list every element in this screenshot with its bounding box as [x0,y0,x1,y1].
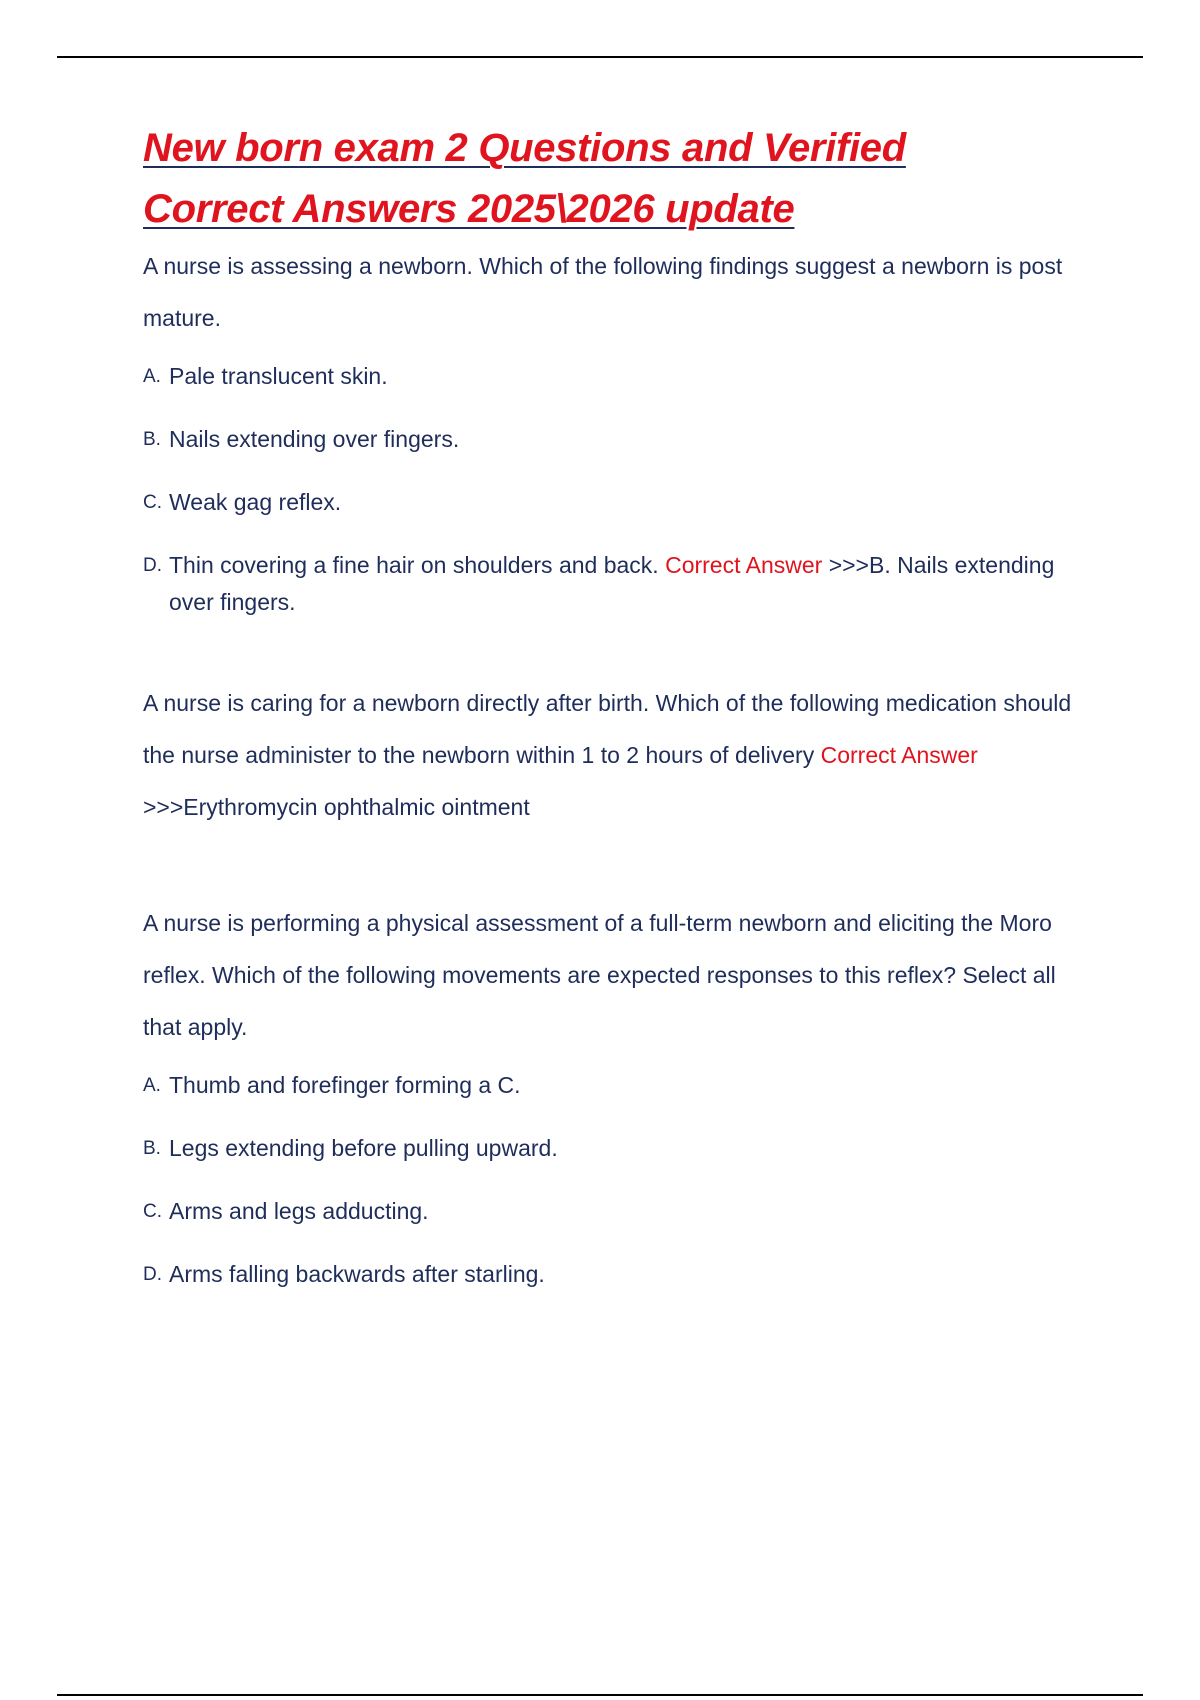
question-text: A nurse is performing a physical assessment of a full-term newborn and eliciting the Moro reflex. Which of the following movements are expected responses to this reflex? Select all that apply. [143,910,1056,1040]
option-text: Weak gag reflex. [169,489,342,515]
option-with-answer [169,547,1083,621]
option-letter: B. [143,429,161,450]
option-item [143,1193,1083,1230]
option-list [143,358,1083,621]
question-block [143,677,1083,833]
option-list [143,1067,1083,1293]
question-with-answer [143,677,1083,833]
header-rule [57,56,1143,58]
question-text: A nurse is assessing a newborn. Which of the following findings suggest a newborn is post mature. [143,253,1063,331]
option-letter: C. [143,492,162,513]
document-body [143,118,1083,1319]
correct-answer-label: Correct Answer [820,742,978,768]
option-text: Thin covering a fine hair on shoulders and back. [169,552,659,578]
option-item [143,547,1083,621]
question-block [143,897,1083,1293]
document-title-line-2: Correct Answers 2025\2026 update [143,187,795,231]
option-item [143,484,1083,521]
option-text: Legs extending before pulling upward. [169,1135,558,1161]
document-title [143,118,1083,240]
option-text: Pale translucent skin. [169,363,388,389]
option-letter: C. [143,1201,162,1222]
correct-answer-label: Correct Answer [665,552,823,578]
option-item [143,358,1083,395]
correct-answer-text: >>>Erythromycin ophthalmic ointment [143,794,530,820]
question-block [143,240,1083,621]
option-item [143,1256,1083,1293]
option-item [143,1067,1083,1104]
option-letter: A. [143,366,161,387]
option-text: Arms falling backwards after starling. [169,1261,545,1287]
option-item [143,1130,1083,1167]
question-text: A nurse is caring for a newborn directly after birth. Which of the following medication should the nurse administer to the newborn within 1 to 2 hours of delivery [143,690,1072,768]
option-letter: B. [143,1138,161,1159]
option-text: Arms and legs adducting. [169,1198,429,1224]
option-text: Thumb and forefinger forming a C. [169,1072,521,1098]
option-text: Nails extending over fingers. [169,426,460,452]
option-letter: A. [143,1075,161,1096]
footer-rule [57,1694,1143,1696]
document-title-line-1: New born exam 2 Questions and Verified [143,126,906,170]
option-letter: D. [143,555,162,576]
correct-answer-text: >>>B. Nails extending over fingers. [169,552,1055,615]
option-item [143,421,1083,458]
option-letter: D. [143,1264,162,1285]
